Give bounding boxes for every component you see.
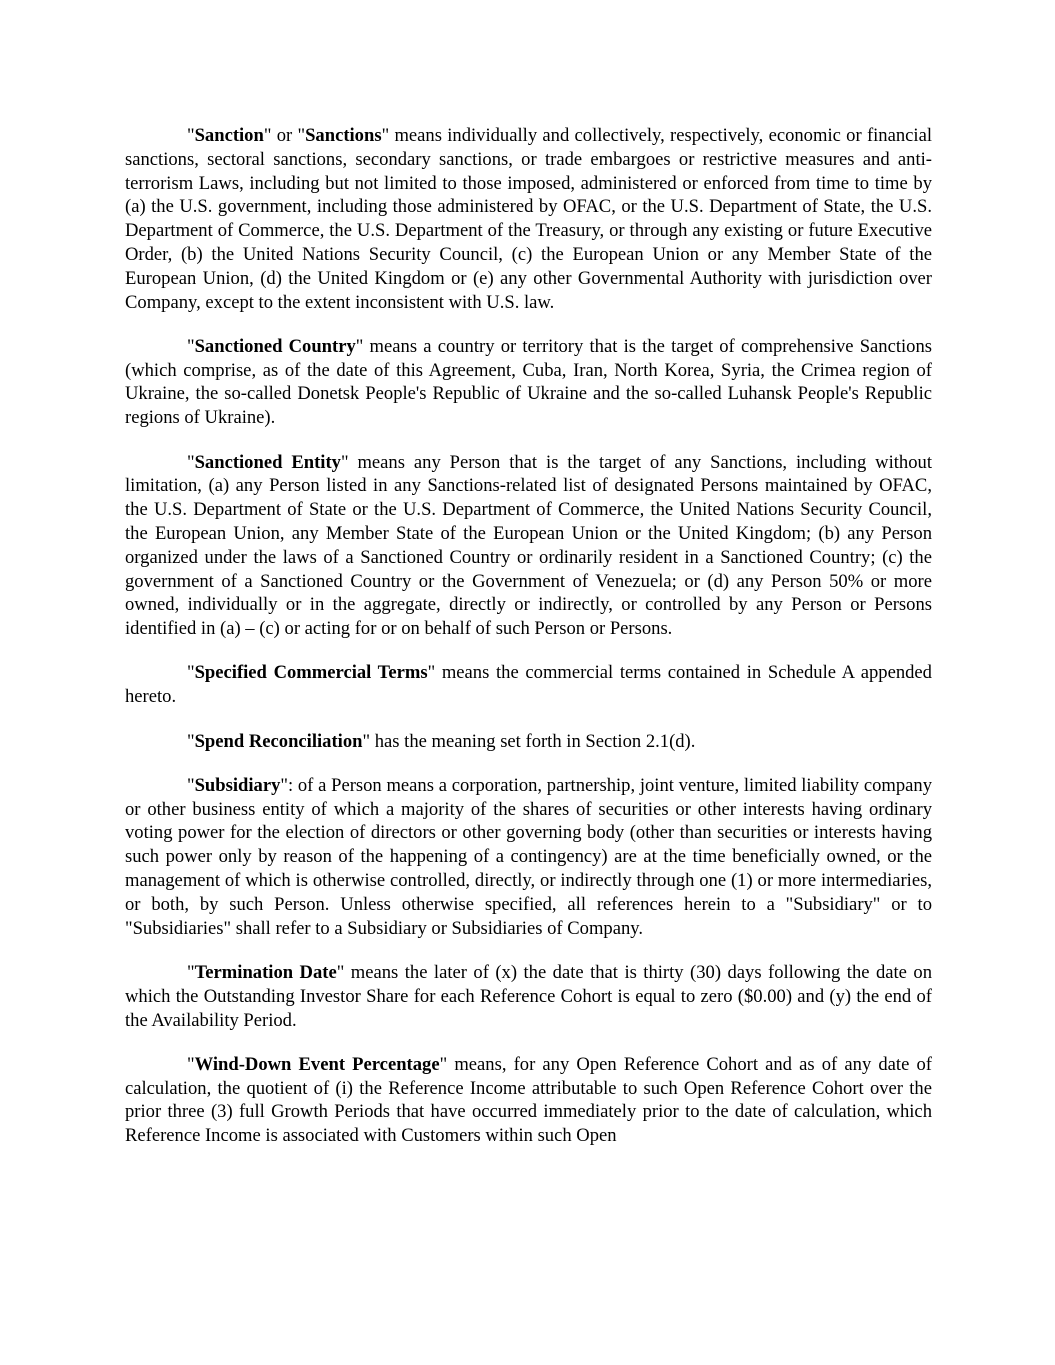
definition-sanctioned-entity [125, 451, 932, 641]
definition-wind-down-event-percentage [125, 1053, 932, 1148]
definition-text: ": of a Person means a corporation, partnership, joint venture, limited liability company or other business entity of which a majority of the shares of securities or other interests having ordinary voting power for the election of directors or other governing body (other than securities or interests having such power only by reason of the happening of a contingency) are at the time beneficially owned, or the management of which is otherwise controlled, directly, or indirectly through one (1) or more intermediaries, or both, by such Person. Unless otherwise specified, all references herein to a "Subsidiary" or to "Subsidiaries" shall refer to a Subsidiary or Subsidiaries of Company. [125, 774, 932, 939]
definition-text: " means individually and collectively, respectively, economic or financial sanctions, sectoral sanctions, secondary sanctions, or trade embargoes or restrictive measures and anti-terrorism Laws, including but not limited to those imposed, administered or enforced from time to time by (a) the U.S. government, including those administered by OFAC, or the U.S. Department of State, the U.S. Department of Commerce, the U.S. Department of the Treasury, or through any existing or future Executive Order, (b) the United Nations Security Council, (c) the European Union or any Member State of the European Union, (d) the United Kingdom or (e) any other Governmental Authority with jurisdiction over Company, except to the extent inconsistent with U.S. law. [125, 125, 932, 313]
open-quote: " [187, 662, 195, 684]
definition-text: " means a country or territory that is the target of comprehensive Sanctions (which comprise, as of the date of this Agreement, Cuba, Iran, North Korea, Syria, the Crimea region of Ukraine, the so-called Donetsk People's Republic of Ukraine and the so-called Luhansk People's Republic regions of Ukraine). [125, 335, 932, 429]
definition-text: " means the commercial terms contained in Schedule A appended hereto. [125, 662, 932, 708]
definition-termination-date [125, 961, 932, 1032]
term-separator: " or " [263, 125, 306, 146]
open-quote: " [187, 335, 195, 357]
definition-text: " means any Person that is the target of any Sanctions, including without limitation, (a) any Person listed in any Sanctions-related list of designated Persons maintained by OFAC, the U.S. Department of State or the U.S. Department of Commerce, the United Nations Security Council, the European Union, any Member State of the European Union or the United Kingdom; (b) any Person organized under the laws of a Sanctioned Country or ordinarily resident in a Sanctioned Country; (c) the government of a Sanctioned Country or the Government of Venezuela; or (d) any Person 50% or more owned, individually or in the aggregate, directly or indirectly, or controlled by any Person or Persons identified in (a) – (c) or acting for or on behalf of such Person or Persons. [125, 451, 932, 640]
defined-term: Sanctioned Entity [194, 451, 341, 473]
open-quote: " [187, 774, 195, 796]
definition-text: " means the later of (x) the date that is thirty (30) days following the date on which the Outstanding Investor Share for each Reference Cohort is equal to zero ($0.00) and (y) the end of the Availability Period. [125, 961, 932, 1031]
open-quote: " [187, 730, 195, 752]
open-quote: " [187, 451, 195, 473]
definition-sanction [125, 124, 932, 314]
definition-text: " means, for any Open Reference Cohort and as of any date of calculation, the quotient of (i) the Reference Income attributable to such Open Reference Cohort over the prior three (3) full Growth Periods that have occurred immediately prior to the date of calculation, which Reference Income is associated with Customers within such Open [125, 1053, 932, 1147]
definition-subsidiary [125, 774, 932, 941]
open-quote: " [187, 961, 195, 983]
defined-term: Termination Date [194, 961, 337, 983]
defined-term: Sanctioned Country [194, 335, 356, 357]
defined-term: Spend Reconciliation [194, 730, 363, 752]
defined-term: Specified Commercial Terms [194, 662, 428, 684]
document-page [125, 124, 932, 1168]
definition-text: " has the meaning set forth in Section 2.1(d). [362, 730, 696, 752]
definition-sanctioned-country [125, 335, 932, 430]
definition-specified-commercial-terms [125, 661, 932, 709]
open-quote: " [187, 125, 195, 146]
defined-term: Wind-Down Event Percentage [194, 1053, 440, 1075]
defined-term: Sanction [194, 125, 264, 146]
defined-term: Subsidiary [194, 774, 281, 796]
definition-spend-reconciliation [125, 730, 932, 754]
open-quote: " [187, 1053, 195, 1075]
defined-term: Sanctions [305, 125, 382, 146]
